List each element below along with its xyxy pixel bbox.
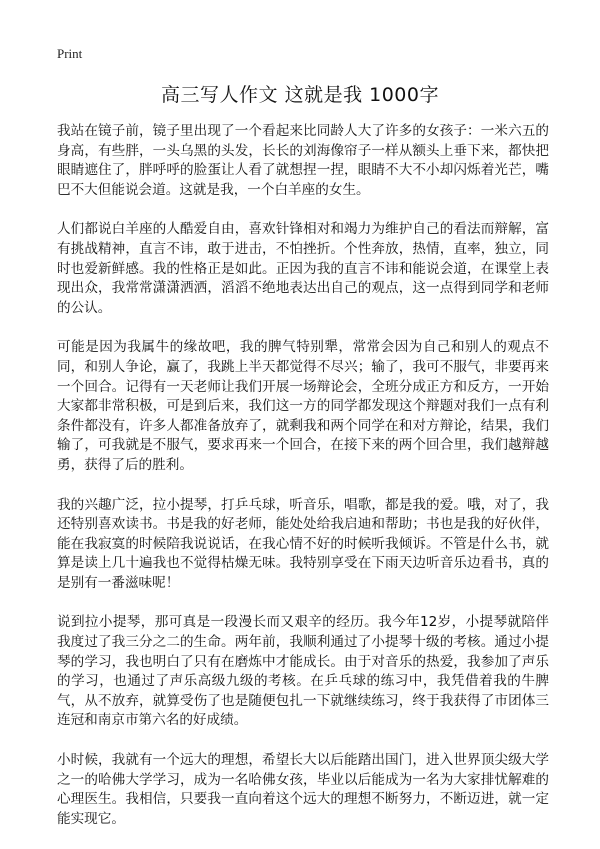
paragraph-3: 可能是因为我属牛的缘故吧，我的脾气特别犟，常常会因为自己和别人的观点不同，和别人争论，赢了，我跳上半天都觉得不尽兴；输了，我可不服气，非要再来一个回合。记得有一天老师让我们开展一场辩论会，全班分成正方和反方，一开始大家都非常积极，可是到后来，我们这一方的同学都发现这个辩题对我们一点有利条件都没有，许多人都准备放弃了，就剩我和两个同学在和对方辩论，结果，我们输了，可我就是不服气，要求再来一个回合，在接下来的两个回合里，我们越辩越勇，获得了后的胜利。 bbox=[57, 339, 549, 473]
paragraph-4: 我的兴趣广泛，拉小提琴，打乒乓球，听音乐，唱歌，都是我的爱。哦，对了，我还特别喜欢读书。书是我的好老师，能处处给我启迪和帮助；书也是我的好伙伴，能在我寂寞的时候陪我说说话，在我心情不好的时候听我倾诉。不管是什么书，就算是读上几十遍我也不觉得枯燥无味。我特别享受在下雨天边听音乐边看书，真的是别有一番滋味呢！ bbox=[57, 496, 549, 591]
print-link[interactable]: Print bbox=[57, 46, 83, 61]
paragraph-2: 人们都说白羊座的人酷爱自由，喜欢针锋相对和竭力为维护自己的看法而辩解，富有挑战精神，直言不讳，敢于进击，不怕挫折。个性奔放，热情，直率，独立，同时也爱新鲜感。我的性格正是如此。正因为我的直言不讳和能说会道，在课堂上表现出众，我常常潇潇洒洒，滔滔不绝地表达出自己的观点，这一点得到同学和老师的公认。 bbox=[57, 221, 549, 316]
article-body bbox=[57, 122, 549, 849]
paragraph-5: 说到拉小提琴，那可真是一段漫长而又艰辛的经历。我今年12岁，小提琴就陪伴我度过了我三分之二的生命。两年前，我顺利通过了小提琴十级的考核。通过小提琴的学习，我也明白了只有在磨炼中才能成长。由于对音乐的热爱，我参加了声乐的学习，也通过了声乐高级九级的考核。在乒乓球的练习中，我凭借着我的牛脾气，从不放弃，就算受伤了也是随便包扎一下就继续练习，终于我获得了市团体三连冠和南京市第六名的好成绩。 bbox=[57, 614, 549, 729]
paragraph-1: 我站在镜子前，镜子里出现了一个看起来比同龄人大了许多的女孩子：一米六五的身高，有些胖，一头乌黑的头发，长长的刘海像帘子一样从额头上垂下来，都快把眼睛遮住了，胖呼呼的脸蛋让人看了就想捏一捏，眼睛不大不小却闪烁着光芒，嘴巴不大但能说会道。这就是我，一个白羊座的女生。 bbox=[57, 123, 549, 198]
page-title: 高三写人作文 这就是我 1000字 bbox=[161, 84, 439, 106]
paragraph-6: 小时候，我就有一个远大的理想，希望长大以后能踏出国门，进入世界顶尖级大学之一的哈佛大学学习，成为一名哈佛女孩，毕业以后能成为一名为大家排忧解难的心理医生。我相信，只要我一直向着这个远大的理想不断努力，不断迈进，就一定能实现它。 bbox=[57, 752, 549, 827]
